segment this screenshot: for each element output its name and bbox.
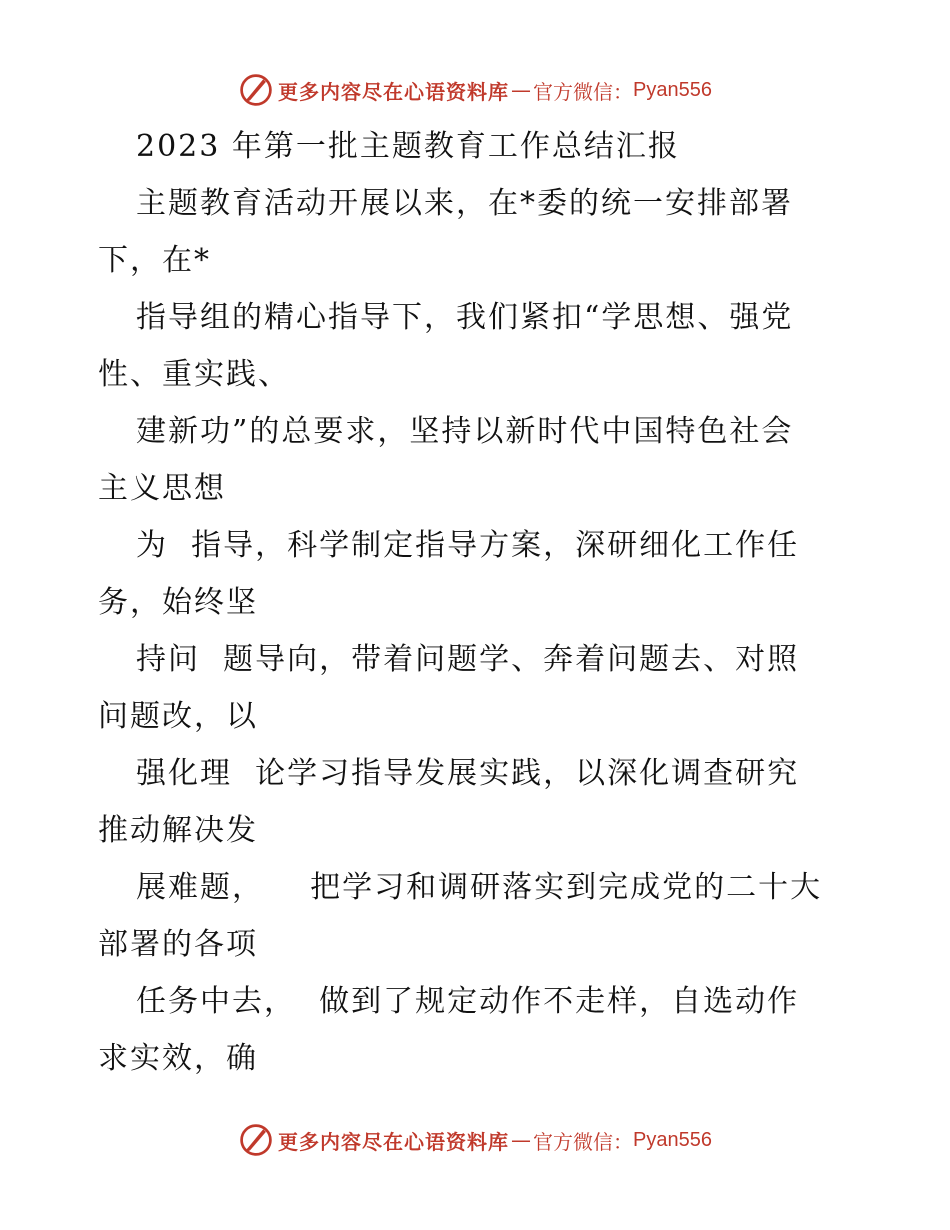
banner-wechat-label: 官方微信： — [533, 1129, 634, 1154]
banner-title: 更多内容尽在心语资料库 — [278, 79, 510, 104]
banner-separator: — — [511, 1128, 532, 1152]
banner-separator: — — [511, 78, 532, 102]
quill-logo-icon — [238, 1122, 274, 1158]
text-line: 务，始终坚 — [98, 585, 258, 620]
text-line: 建新功”的总要求，坚持以新时代中国特色社会 — [136, 414, 794, 449]
text-line: 部署的各项 — [98, 927, 258, 962]
text-line: 问题改，以 — [98, 699, 258, 734]
banner-wechat-id: Pyan556 — [633, 78, 712, 101]
text-line: 性、重实践、 — [98, 357, 290, 392]
text-line: 推动解决发 — [98, 813, 258, 848]
banner-title: 更多内容尽在心语资料库 — [278, 1129, 510, 1154]
quill-logo-icon — [238, 72, 274, 108]
text-line: 持问 题导向，带着问题学、奔着问题去、对照 — [136, 642, 800, 677]
header-banner — [0, 70, 950, 110]
document-title: 2023 年第一批主题教育工作总结汇报 — [136, 129, 680, 164]
document-body — [98, 118, 868, 1087]
text-line: 为 指导，科学制定指导方案，深研细化工作任 — [136, 528, 800, 563]
banner-wechat-label: 官方微信： — [533, 79, 634, 104]
text-line: 主义思想 — [98, 471, 226, 506]
text-line: 指导组的精心指导下，我们紧扣“学思想、强党 — [136, 300, 794, 335]
text-line: 展难题， 把学习和调研落实到完成党的二十大 — [136, 870, 823, 905]
banner-wechat-id: Pyan556 — [633, 1128, 712, 1151]
text-line: 求实效，确 — [98, 1041, 258, 1076]
text-line: 任务中去， 做到了规定动作不走样，自选动作 — [136, 984, 800, 1019]
text-line: 下，在* — [98, 243, 211, 278]
footer-banner — [0, 1120, 950, 1160]
text-line: 主题教育活动开展以来，在*委的统一安排部署 — [136, 186, 793, 221]
text-line: 强化理 论学习指导发展实践，以深化调查研究 — [136, 756, 800, 791]
